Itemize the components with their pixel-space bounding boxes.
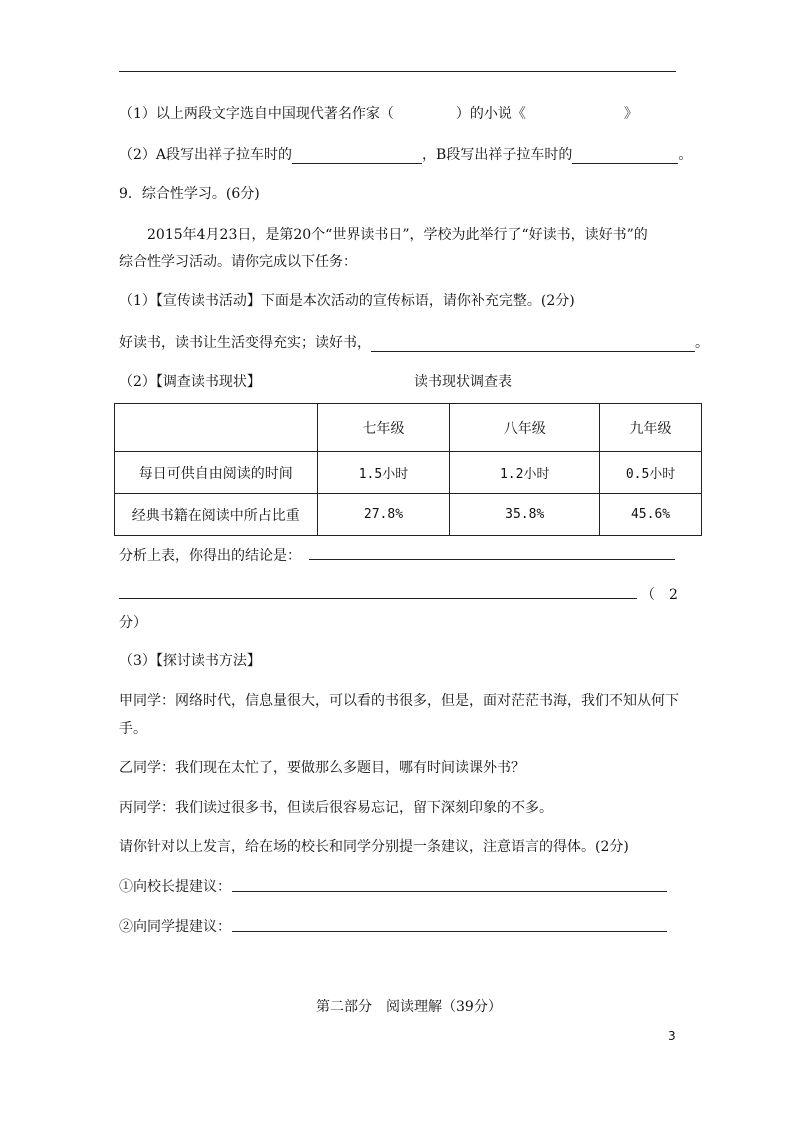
task1-title: （1）【宣传读书活动】下面是本次活动的宣传标语，请你补充完整。(2分) (119, 293, 575, 309)
table-caption: 读书现状调查表 (414, 374, 512, 390)
header-cell-empty (115, 404, 318, 452)
student-a-line1: 甲同学：网络时代，信息量很大，可以看的书很多，但是，面对茫茫书海，我们不知从何下 (119, 693, 679, 709)
analysis-score-a: （ 2 (641, 587, 678, 603)
part2-title: 第二部分 阅读理解（39分） (316, 999, 502, 1015)
header-cell-grade9: 九年级 (600, 404, 702, 452)
survey-table (114, 403, 702, 536)
suggestion-2-blank[interactable] (232, 931, 667, 932)
suggestion-instruction: 请你针对以上发言，给在场的校长和同学分别提一条建议，注意语言的得体。(2分) (119, 839, 629, 855)
slogan-end: 。 (695, 335, 709, 351)
b-segment-blank[interactable] (572, 149, 678, 164)
row-label: 经典书籍在阅读中所占比重 (115, 494, 318, 536)
slogan-blank[interactable] (371, 337, 695, 352)
top-answer-line (119, 71, 676, 72)
header-cell-grade7: 七年级 (317, 404, 450, 452)
analysis-line1 (119, 545, 301, 565)
q8-sub2 (119, 144, 692, 164)
author-blank[interactable] (394, 109, 456, 123)
table-cell: 1.5小时 (317, 452, 450, 494)
suggestion-1-label: ①向校长提建议： (119, 879, 231, 895)
analysis-score-b: 分） (119, 615, 147, 631)
q9-intro-line2: 综合性学习活动。请你完成以下任务： (119, 254, 357, 270)
table-cell: 1.2小时 (450, 452, 600, 494)
table-header-row (115, 404, 702, 452)
table-cell: 35.8% (450, 494, 600, 536)
q8-sub1 (119, 103, 638, 123)
q8-sub2-end: 。 (678, 147, 693, 163)
table-cell: 27.8% (317, 494, 450, 536)
analysis-blank-2[interactable] (119, 598, 637, 599)
table-row (115, 452, 702, 494)
q8-sub1-prefix: （1）以上两段文字选自中国现代著名作家（ (119, 106, 394, 122)
task2-title: （2）【调查读书现状】 (119, 374, 261, 390)
q8-sub2-mid: ，B段写出祥子拉车时的 (422, 147, 573, 163)
analysis-blank-1[interactable] (309, 559, 675, 560)
header-cell-grade8: 八年级 (450, 404, 600, 452)
q8-sub1-end: 》 (623, 106, 638, 122)
q8-sub1-mid: ）的小说《 (455, 106, 526, 122)
q9-intro-line1: 2015年4月23日，是第20个“世界读书日”，学校为此举行了“好读书，读好书”的 (147, 227, 648, 243)
task1-slogan (119, 332, 709, 352)
row-label: 每日可供自由阅读的时间 (115, 452, 318, 494)
table-row (115, 494, 702, 536)
table-cell: 45.6% (600, 494, 702, 536)
slogan-prefix: 好读书，读书让生活变得充实；读好书， (119, 335, 371, 351)
suggestion-2-label: ②向同学提建议： (119, 919, 231, 935)
novel-title-blank[interactable] (526, 109, 624, 123)
a-segment-blank[interactable] (292, 149, 422, 164)
q8-sub2-prefix: （2）A段写出祥子拉车时的 (119, 147, 293, 163)
analysis-prefix: 分析上表，你得出的结论是： (119, 548, 301, 564)
student-b: 乙同学：我们现在太忙了，要做那么多题目，哪有时间读课外书？ (119, 760, 525, 776)
q9-heading: 9．综合性学习。(6分) (119, 186, 260, 202)
student-c: 丙同学：我们读过很多书，但读后很容易忘记，留下深刻印象的不多。 (119, 800, 553, 816)
suggestion-1-blank[interactable] (232, 891, 667, 892)
table-cell: 0.5小时 (600, 452, 702, 494)
task3-title: （3）【探讨读书方法】 (119, 653, 261, 669)
student-a-line2: 手。 (119, 721, 147, 737)
page-number: 3 (668, 1029, 676, 1043)
